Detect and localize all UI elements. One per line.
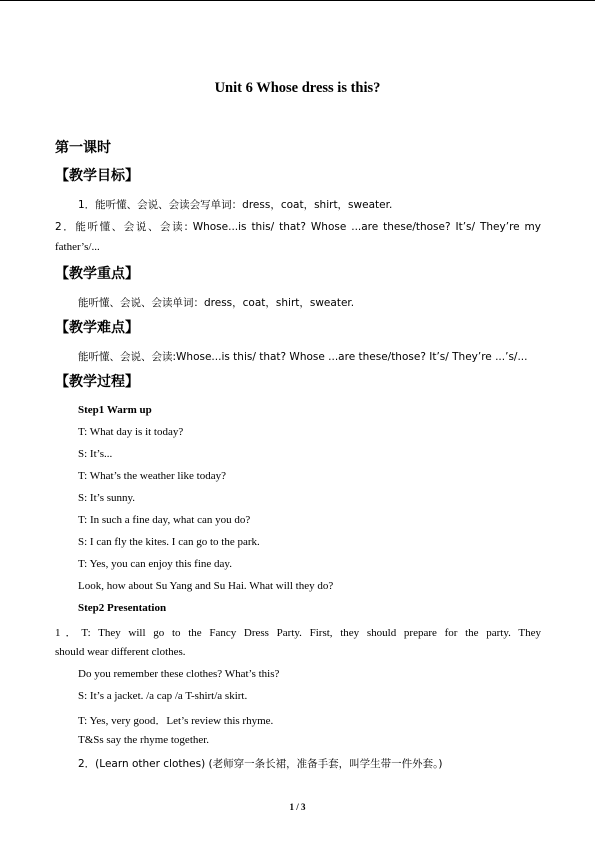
section-heading-difficulties: 【教学难点】 [55, 320, 139, 336]
objective-item-2-line-2: father’s/... [55, 241, 100, 253]
step1-heading: Step1 Warm up [78, 404, 152, 416]
step1-line: T: What’s the weather like today? [78, 470, 227, 482]
objective-item-1: 1．能听懂、会说、会读会写单词：dress，coat，shirt，sweater. [78, 199, 393, 211]
step1-line: Look, how about Su Yang and Su Hai. What will they do? [78, 580, 334, 592]
step1-line: S: I can fly the kites. I can go to the park. [78, 536, 260, 548]
step2-item-2: 2．(Learn other clothes) (老师穿一条长裙，准备手套，叫学生带一件外套。) [78, 758, 443, 770]
step2-line: Do you remember these clothes? What’s this? [78, 668, 280, 680]
step2-line: T: Yes, very good．Let’s review this rhyme. [78, 715, 274, 727]
step1-line: T: What day is it today? [78, 426, 184, 438]
lesson-heading: 第一课时 [55, 140, 111, 156]
page-number: 1 / 3 [289, 802, 306, 812]
step2-item-1-line-2: should wear different clothes. [55, 646, 186, 658]
top-rule [0, 0, 595, 1]
section-heading-key-points: 【教学重点】 [55, 266, 139, 282]
document-title: Unit 6 Whose dress is this? [214, 80, 381, 96]
step2-line: T&Ss say the rhyme together. [78, 734, 210, 746]
objective-item-2-line-1: 2．能听懂、会说、会读: Whose...is this/ that? Whose ...are these/those? It’s/ They’re my [55, 221, 541, 233]
key-points-text: 能听懂、会说、会读单词：dress，coat，shirt，sweater. [78, 297, 355, 309]
step2-heading: Step2 Presentation [78, 602, 167, 614]
difficulties-text: 能听懂、会说、会读:Whose...is this/ that? Whose ...are these/those? It’s/ They’re ...’s/... [78, 351, 528, 363]
step1-line: S: It’s sunny. [78, 492, 136, 504]
step2-line: S: It’s a jacket. /a cap /a T-shirt/a skirt. [78, 690, 248, 702]
section-heading-process: 【教学过程】 [55, 374, 139, 390]
step2-item-1-line-1: 1．T: They will go to the Fancy Dress Party. First, they should prepare for the party. They [55, 627, 541, 639]
step1-line: S: It’s... [78, 448, 113, 460]
section-heading-objectives: 【教学目标】 [55, 168, 139, 184]
step1-line: T: In such a fine day, what can you do? [78, 514, 251, 526]
step1-line: T: Yes, you can enjoy this fine day. [78, 558, 232, 570]
